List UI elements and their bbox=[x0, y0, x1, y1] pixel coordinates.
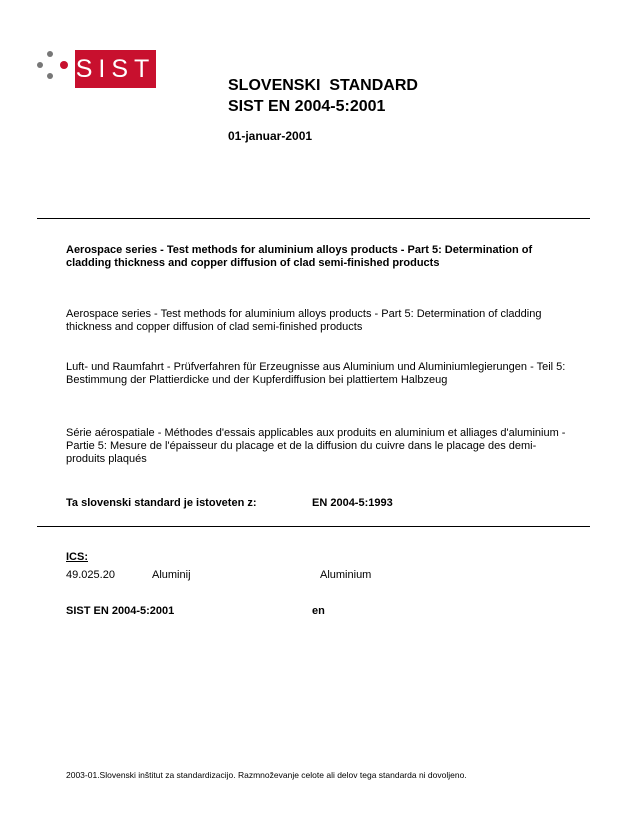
divider-bottom bbox=[37, 526, 590, 527]
bottom-code: SIST EN 2004-5:2001 bbox=[66, 605, 175, 617]
ics-label: ICS: bbox=[66, 551, 88, 563]
standard-code: SIST EN 2004-5:2001 bbox=[228, 98, 386, 115]
divider-top bbox=[37, 218, 590, 219]
title-english: Aerospace series - Test methods for aluminium alloys products - Part 5: Determination of cladding thickness and copper diffusion of clad semi-finished products bbox=[66, 308, 542, 333]
standard-heading: SLOVENSKI STANDARD bbox=[228, 77, 418, 94]
title-bold: Aerospace series - Test methods for aluminium alloys products - Part 5: Determination of cladding thickness and copper diffusion of clad semi-finished products bbox=[66, 244, 533, 269]
ics-english: Aluminium bbox=[320, 569, 372, 581]
title-french: Série aérospatiale - Méthodes d'essais applicables aux produits en aluminium et alliages d'aluminium - Partie 5: Mesure de l'épaisseur du placage et de la diffusion du cuivre dans le placage des demi-produits plaqués bbox=[66, 427, 566, 465]
standard-date: 01-januar-2001 bbox=[228, 129, 313, 143]
ics-code: 49.025.20 bbox=[66, 569, 115, 581]
title-german: Luft- und Raumfahrt - Prüfverfahren für Erzeugnisse aus Aluminium und Aluminiumlegierungen - Teil 5: Bestimmung der Plattierdicke und der Kupferdiffusion bei plattiertem Halbzeug bbox=[66, 361, 566, 386]
identical-label: Ta slovenski standard je istoveten z: bbox=[66, 497, 257, 509]
bottom-language: en bbox=[312, 605, 325, 617]
copyright-footer: 2003-01.Slovenski inštitut za standardizacijo. Razmnoževanje celote ali delov tega standarda ni dovoljeno. bbox=[66, 770, 467, 780]
sist-logo: SIST bbox=[75, 50, 156, 88]
logo-dots-icon bbox=[36, 50, 70, 82]
ics-slovenian: Aluminij bbox=[152, 569, 191, 581]
identical-value: EN 2004-5:1993 bbox=[312, 497, 393, 509]
